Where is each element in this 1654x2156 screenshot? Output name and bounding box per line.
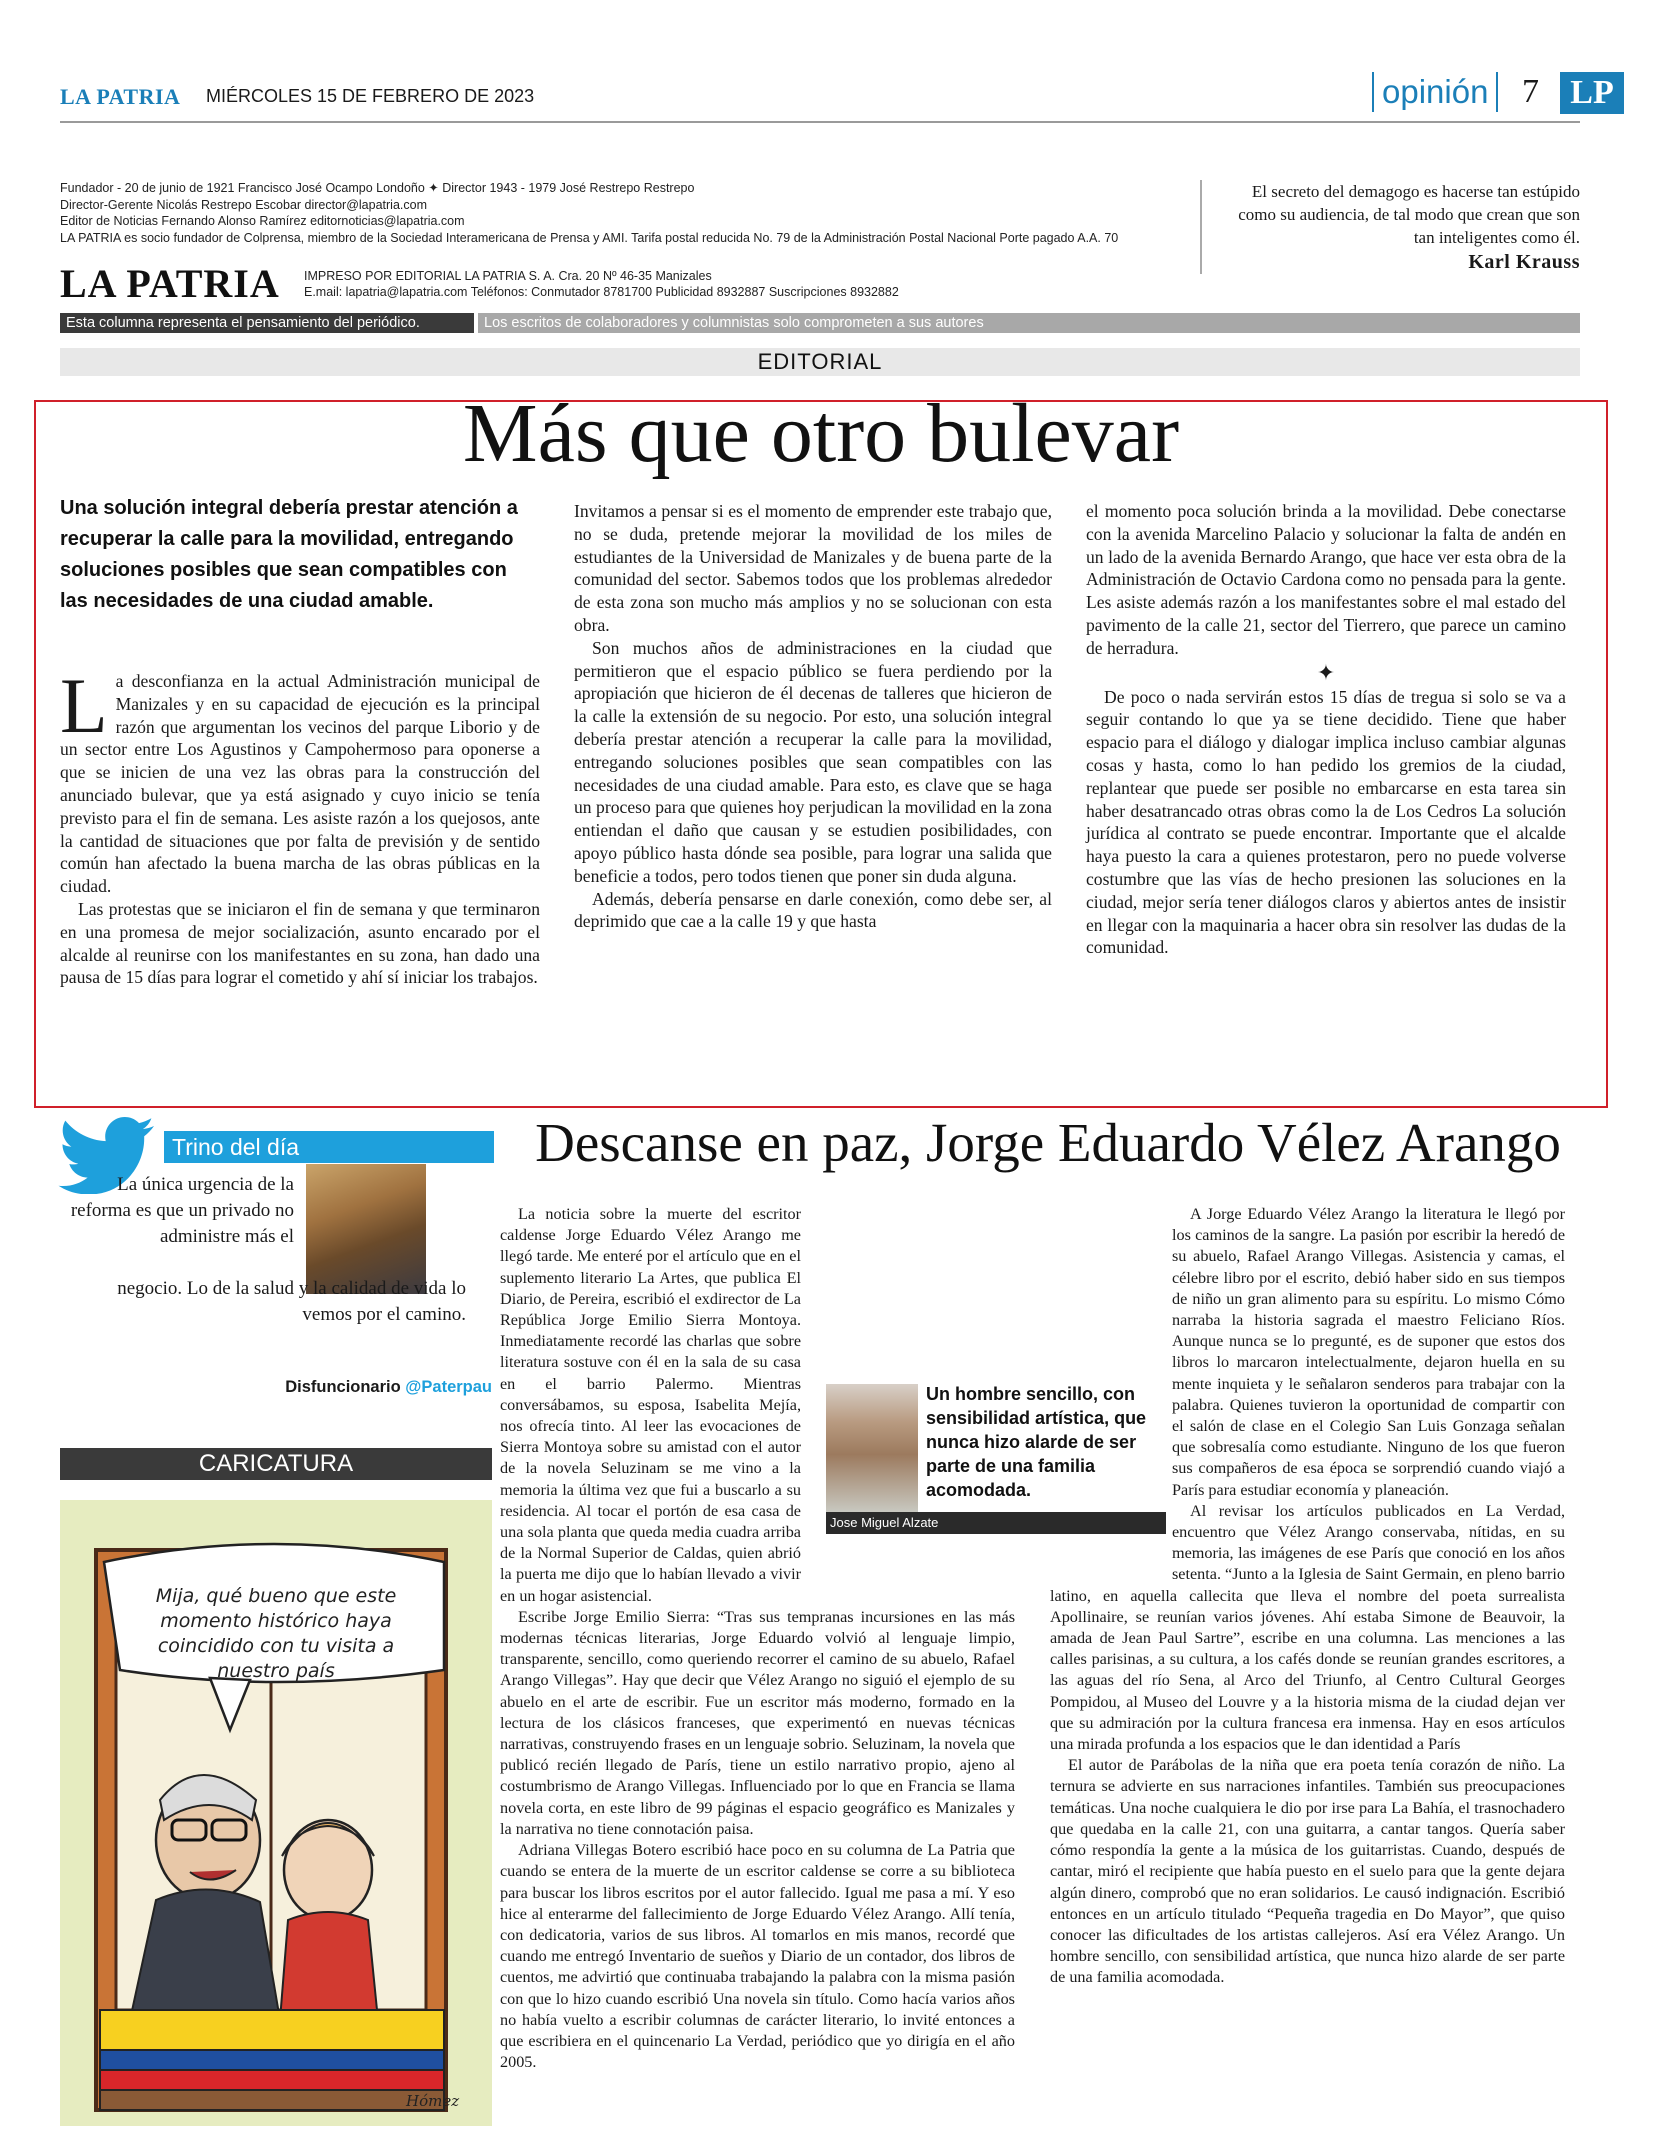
tweet-handle[interactable]: @Paterpau: [405, 1378, 492, 1396]
cartoon-signature: Hómez: [406, 2092, 460, 2110]
tweet-username: Disfuncionario: [285, 1378, 401, 1396]
tweet-author-photo: [306, 1164, 426, 1294]
masthead-line: Fundador - 20 de junio de 1921 Francisco José Ocampo Londoño ✦ Director 1943 - 1979 José Restrepo Restrepo: [60, 181, 695, 195]
drop-cap: L: [60, 662, 108, 749]
tweet-text: La única urgencia de la reforma es que un privado no administre más el: [70, 1174, 294, 1247]
cartoon-header: CARICATURA: [60, 1448, 492, 1480]
editorial-paragraph: el momento poca solución brinda a la movilidad. Debe conectarse con la avenida Marcelino Palacio y solucionar la falta de andén en un lado de la avenida Bernardo Arango, que hace ver esta obra de la Administración de Octavio Cardona como no pensada para la gente. Les asiste además razón a los manifestantes sobre el mal estado del pavimento de la calle 21, sector del Tierrero, que parece un camino de herradura.: [1086, 501, 1566, 658]
article-paragraph: El autor de Parábolas de la niña que era poeta tenía corazón de niño. La ternura se advierte en sus narraciones infantiles. También sus preocupaciones temáticas. Una noche cualquiera le dio por irse para La Bahía, el trasnochadero que quedaba en la calle 21, con una guitarra, a cantar tangos. Quería saber cómo respondía la gente a la música de los guitarristas. Cuando, después de cantar, miró el recipiente que había puesto en el suelo para que la gente dejara algún dinero, comprobó que no eran solidarios. Le causó indignación. Escribió entonces en un artículo titulado “Pequeña tragedia en Do Mayor”, que quiso conocer las dificultades de los artistas callejeros. Así era Vélez Arango. Un hombre sencillo, con sensibilidad artística, que nunca hizo alarde de ser parte de una familia acomodada.: [1050, 1756, 1565, 1987]
article-paragraph: Escribe Jorge Emilio Sierra: “Tras sus tempranas incursiones en las más modernas técnicas literarias, Jorge Eduardo volvió al lenguaje limpio, transparente, sencillo, como queriendo recorrer el camino de su abuelo, Rafael Arango Villegas”. Hay que decir que Vélez Arango no siguió el ejemplo de su abuelo en el arte de escribir. Fue un escritor más moderno, formado en la lectura de los clásicos franceses, que experimentó en nuevas técnicas narrativas, construyendo frases en un lenguaje sobrio. Seluzinam, la novela que publicó recién llegado de París, tiene un estilo narrativo propio, ajeno al costumbrismo de Arango Villegas. Influenciado por lo que en Francia se llama novela corta, en este libro de 99 páginas el espacio geográfico es Manizales y la narrativa no tiene connotación paisa.: [500, 1607, 1015, 1838]
quote-text: El secreto del demagogo es hacerse tan estúpido como su audiencia, de tal modo que crean que son tan inteligentes como él.: [1238, 182, 1580, 247]
author-name: Jose Miguel Alzate: [826, 1512, 1166, 1534]
tweet-user: [60, 1378, 492, 1397]
disclaimer-strip: [60, 313, 1580, 333]
quote-author: Karl Krauss: [1468, 251, 1580, 273]
masthead-credits: [60, 180, 1180, 246]
editorial-paragraph: Invitamos a pensar si es el momento de emprender este trabajo que, no se duda, pretende mejorar la movilidad de los miles de estudiantes de la Universidad de Manizales y de buena parte de la comunidad del sector. Sabemos todos que los problemas alrededor de esta zona son mucho más amplios y no se solucionan con esta obra.: [574, 501, 1052, 635]
tweet-text-continued: negocio. Lo de la salud y la calidad de vida lo vemos por el camino.: [117, 1278, 466, 1325]
top-logo: LA PATRIA: [60, 84, 181, 109]
article-paragraph: La noticia sobre la muerte del escritor caldense Jorge Eduardo Vélez Arango me llegó tarde. Me enteré por el artículo que en el suplemento literario La Artes, que publica El Diario, de Pereira, escribió el exdirector de La República Jorge Emilio Sierra Montoya. Inmediatamente recordé las charlas que sobre literatura sostuve con él en la sala de su casa en el barrio Palermo. Mientras conversábamos, su esposa, Isabelita Mejía, nos ofrecía tinto. Al leer las evocaciones de Sierra Montoya sobre su amistad con el autor de la novela Seluzinam se me vino a la memoria la última vez que fui a buscarlo a su residencia. Al tocar el portón de esa casa de una sola planta que queda media cuadra arriba de la Normal Superior de Caldas, quien abrió la puerta me dijo que lo habían llevado a vivir en un hogar asistencial.: [500, 1205, 801, 1605]
editorial-label: EDITORIAL: [60, 348, 1580, 376]
editorial-lead: Una solución integral debería prestar atención a recuperar la calle para la movilidad, entregando soluciones posibles que sean compatibles con las necesidades de una ciudad amable.: [60, 497, 518, 612]
masthead-line: Editor de Noticias Fernando Alonso Ramírez editornoticias@lapatria.com: [60, 214, 465, 228]
editorial-column-1: [60, 662, 540, 989]
editorial-title: Más que otro bulevar: [462, 387, 1180, 480]
article-paragraph: Al revisar los artículos publicados en La Verdad, encuentro que Vélez Arango conservaba, nítidas, en su memoria, las imágenes de ese París que conoció en los años setenta. “Junto a la Iglesia de Saint Germain, en pleno barrio latino, en aquella callecita que lleva el nombre del poeta surrealista Apollinaire, se reunían varios jóvenes. Ahí estaba Simone de Beauvoir, la amada de Jean Paul Sartre”, escribe en una columna. Las menciones a las calles parisinas, a su cultura, a los cafés donde se reunían grandes escritores, a las aguas del río Sena, al Arco del Triunfo, al Centro Cultural Georges Pompidou, al Museo del Louvre y a la historia misma de la ciudad dejan ver que su admiración por la cultura francesa era inmensa. Hay en esos artículos una mirada profunda a los espacios que le dan identidad a París: [1050, 1501, 1565, 1754]
masthead-logo: LA PATRIA: [60, 261, 280, 306]
section-name: opinión: [1372, 72, 1498, 112]
editorial-paragraph: Las protestas que se iniciaron el fin de semana y que terminaron en una promesa de mejor socialización, asunto encarado por el alcalde al reunirse con los manifestantes en su zona, han dado una pausa de 15 días para lograr el cometido y ahí sí iniciar los trabajos.: [60, 898, 540, 988]
masthead-line: Director-Gerente Nicolás Restrepo Escobar director@lapatria.com: [60, 197, 427, 212]
printer-info: [304, 268, 899, 300]
masthead-logo-row: [60, 261, 1180, 306]
editorial-paragraph: Además, debería pensarse en darle conexión, como debe ser, al deprimido que cae a la calle 19 y que hasta: [574, 888, 1052, 932]
page-number: 7: [1522, 73, 1539, 110]
article-paragraph: A Jorge Eduardo Vélez Arango la literatura le llegó por los caminos de la sangre. La pasión por escribir la heredó de su abuelo, Rafael Arango Villegas. Asistencia y camas, el célebre libro por el escrito, debió haber sido en sus tiempos de niño un gran alimento para su espíritu. Lo mismo Cómo narraba la historia sagrada el maestro Feliciano Ríos. Aunque nunca se lo pregunté, es de suponer que estos dos libros lo marcaron intelectualmente, dejaron huella en su mente inquieta y le señalaron senderos para trabajar con la palabra. Quienes tuvieron la oportunidad de compartir con el salón de clase en el Colegio San Luis Gonzaga señalan que sobresalía como estudiante. Ninguno de los que fueron sus compañeros de esa época se sorprendió cuando viajó a París para estudiar economía y planeación.: [1172, 1205, 1565, 1499]
author-photo: [826, 1384, 918, 1512]
section-star: ✦: [1316, 659, 1336, 685]
issue-date: MIÉRCOLES 15 DE FEBRERO DE 2023: [206, 86, 535, 106]
article-paragraph: Adriana Villegas Botero escribió hace poco en su columna de La Patria que cuando se entera de la muerte de un escritor caldense se corre a su biblioteca para buscar los libros escritos por el autor fallecido. Igual me pasa a mí. Y eso hice al enterarme del fallecimiento de Jorge Eduardo Vélez Arango. Allí tenía, con dedicatoria, varios de sus libros. Al tomarlos en mis manos, recordé que cuando me entregó Inventario de sueños y Diario de un contador, dos libros de cuentos, me advirtió que continuaba trabajando la palabra con la misma pasión con que lo hizo cuando escribió Una novela sin título. Como hacía varios años no había vuelto a escribir columnas de carácter literario, lo invité entonces a que escribiera en el quincenario La Verdad, periódico que yo dirigía en el año 2005.: [500, 1841, 1015, 2072]
editorial-paragraph: Son muchos años de administraciones en la ciudad que permitieron que el espacio público se fuera perdiendo por la apropiación que hicieron de él decenas de talleres que hicieron de la calle la extensión de su negocio. Por esto, una solución integral debería prestar atención a recuperar la calle para la movilidad, entregando soluciones posibles que sean compatibles con las necesidades de una ciudad amable. Para esto, es clave que se haga un proceso para que quienes hoy perjudican la movilidad en la zona entiendan el daño que causan y se estudien posibilidades, con apoyo público hasta dónde sea posible, para lograr una salida que beneficie a todos, pero todos tienen que poner sin duda alguna.: [574, 637, 1052, 886]
author-pull-quote: [826, 1384, 1166, 1534]
article-column-2: [1050, 1204, 1565, 1989]
contributors-disclaimer: Los escritos de colaboradores y columnistas solo comprometen a sus autores: [478, 313, 1580, 333]
cartoon-image: [60, 1500, 492, 2126]
editorial-column-2: [574, 500, 1052, 933]
editorial-paragraph: La desconfianza en la actual Administración municipal de Manizales y en su capacidad de ejecución es la principal razón que argumentan los vecinos del parque Liborio y de un sector entre Los Agustinos y Campohermoso para oponerse a que se inicien de una vez las obras para la construcción del anunciado bulevar, que ya está asignado y cuyo inicio se tenía previsto para el fin de semana. Les asiste razón a los quejosos, ante la cantidad de situaciones que por falta de previsión y de sentido común han afectado la buena marcha de las obras públicas en la ciudad.: [60, 662, 540, 897]
tweet-header: Trino del día: [164, 1131, 494, 1163]
contact-line: E.mail: lapatria@lapatria.com Teléfonos: Conmutador 8781700 Publicidad 8932887 Suscripciones 8932882: [304, 285, 899, 299]
editorial-column-3: [1086, 500, 1566, 959]
cartoon-speech-text: Mija, qué bueno que este momento histórico haya coincidido con tu visita a nuestro país: [155, 1585, 397, 1682]
quote-box: [1200, 180, 1580, 274]
masthead-line: LA PATRIA es socio fundador de Colprensa, miembro de la Sociedad Interamericana de Prensa y AMI. Tarifa postal reducida No. 79 de la Administración Postal Nacional Porte pagado A.A. 70: [60, 230, 1119, 245]
top-bar: [60, 68, 1614, 120]
printer-line: IMPRESO POR EDITORIAL LA PATRIA S. A. Cra. 20 Nº 46-35 Manizales: [304, 269, 712, 283]
pull-quote-text: Un hombre sencillo, con sensibilidad artística, que nunca hizo alarde de ser parte de una familia acomodada.: [926, 1384, 1147, 1500]
editorial-disclaimer: Esta columna representa el pensamiento del periódico.: [60, 313, 474, 333]
header-rule: [60, 121, 1580, 123]
article-column-1: [500, 1204, 1015, 2073]
article-title: Descanse en paz, Jorge Eduardo Vélez Arango: [535, 1112, 1561, 1173]
editorial-paragraph: De poco o nada servirán estos 15 días de tregua si solo se va a seguir contando lo que ya se tiene decidido. Tiene que haber espacio para el diálogo y dialogar implica incluso cambiar algunas cosas y hasta, como lo han pedido los gremios de la ciudad, replantear que puede ser posible no embarcarse en esta tarea sin haber desatrancado otras obras como la de Los Cedros La solución jurídica al contrato se puede encontrar. Importante que el alcalde haya puesto la cara a quienes protestaron, pero no puede volverse costumbre que las vías de hecho presionen las soluciones en la ciudad, mejor sería tener diálogos claros y abiertos antes de insistir en llegar con la maquinaria a hacer obra sin resolver las dudas de la comunidad.: [1086, 686, 1566, 958]
lp-badge: LP: [1560, 72, 1624, 114]
